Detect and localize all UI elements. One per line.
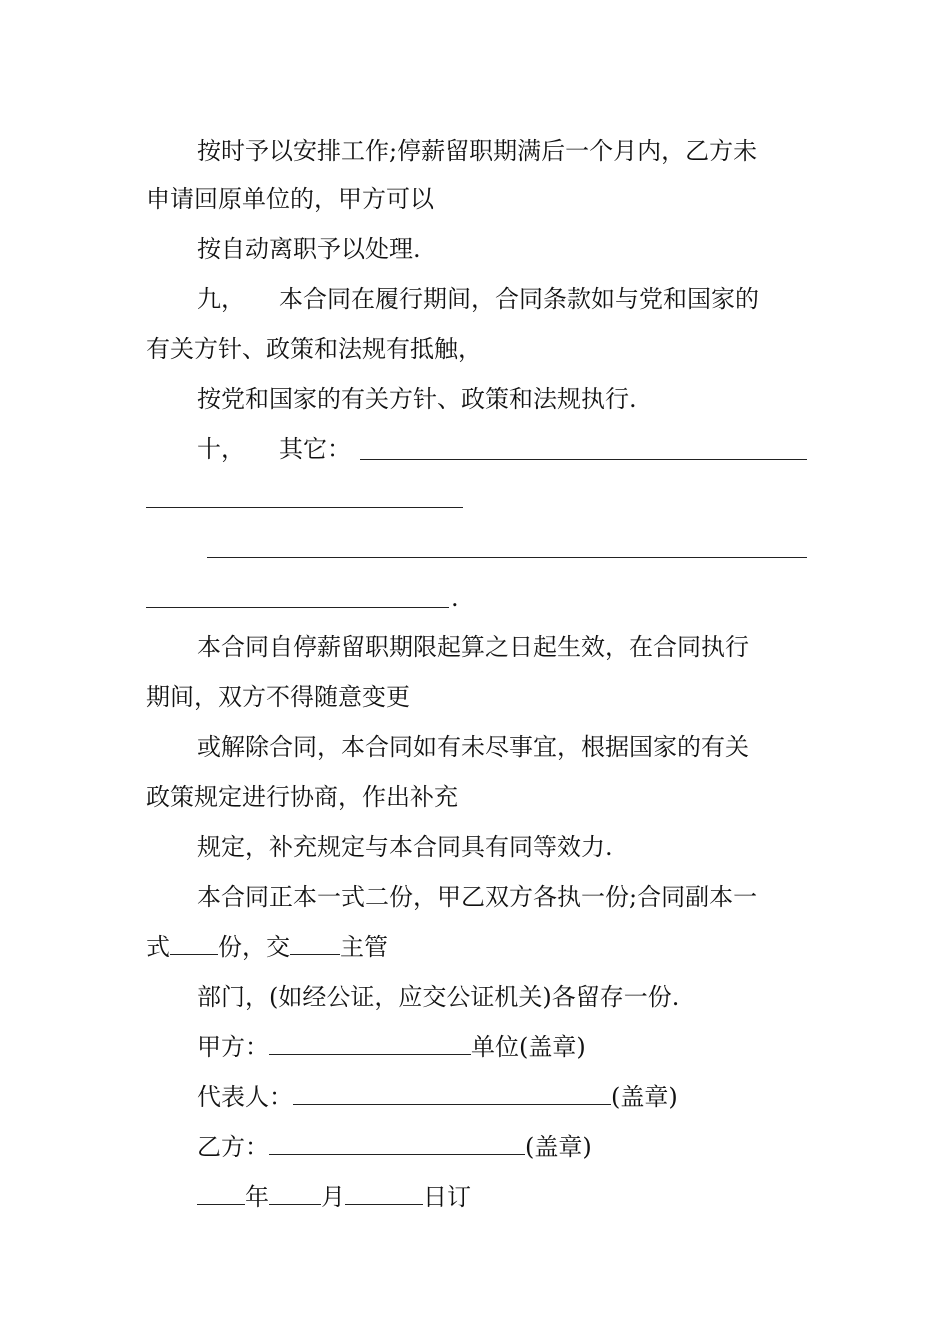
text-line: 按党和国家的有关方针、政策和法规执行. [197,385,637,413]
text-line: 按时予以安排工作;停薪留职期满后一个月内，乙方未 [197,137,758,165]
party-b-line [197,1132,592,1162]
representative-blank [293,1082,611,1105]
month-label: 月 [321,1183,345,1211]
party-a-label: 甲方： [197,1033,269,1061]
day-label: 日订 [423,1183,471,1211]
text-segment: 主管 [340,933,388,961]
text-segment: 式 [146,933,170,961]
day-blank [345,1182,423,1205]
clause-text: 其它： [279,435,351,463]
text-segment: 份，交 [218,933,290,961]
representative-label: 代表人： [197,1083,293,1111]
text-line: 部门，(如经公证，应交公证机关)各留存一份. [197,983,680,1011]
month-blank [269,1182,321,1205]
clause-number: 十， [197,435,245,463]
blank-line [207,557,807,558]
year-label: 年 [245,1183,269,1211]
clause-ten [197,434,351,464]
party-b-label: 乙方： [197,1133,269,1161]
text-line: 按自动离职予以处理. [197,235,421,263]
blank-line [360,459,807,460]
text-line: 期间，双方不得随意变更 [146,683,410,711]
party-a-blank [269,1032,471,1055]
blank-line [146,607,449,608]
copies-line [146,932,388,962]
clause-number: 九， [197,285,245,313]
seal-label: (盖章) [611,1083,678,1111]
text-line: 政策规定进行协商，作出补充 [146,783,458,811]
seal-label: (盖章) [525,1133,592,1161]
party-b-blank [269,1132,525,1155]
blank-line [146,507,463,508]
text-line: 本合同自停薪留职期限起算之日起生效，在合同执行 [197,633,749,661]
seal-label: 单位(盖章) [471,1033,586,1061]
clause-nine [197,284,759,314]
period: . [451,584,459,612]
clause-text: 本合同在履行期间，合同条款如与党和国家的 [279,285,759,313]
party-a-line [197,1032,586,1062]
text-line: 规定，补充规定与本合同具有同等效力. [197,833,613,861]
text-line: 本合同正本一式二份，甲乙双方各执一份;合同副本一 [197,883,758,911]
blank-copies [170,932,218,955]
text-line: 或解除合同，本合同如有未尽事宜，根据国家的有关 [197,733,749,761]
date-line [197,1182,471,1212]
text-line: 申请回原单位的，甲方可以 [146,185,434,213]
blank-authority [290,932,340,955]
text-line: 有关方针、政策和法规有抵触， [146,335,482,363]
year-blank [197,1182,245,1205]
representative-line [197,1082,678,1112]
